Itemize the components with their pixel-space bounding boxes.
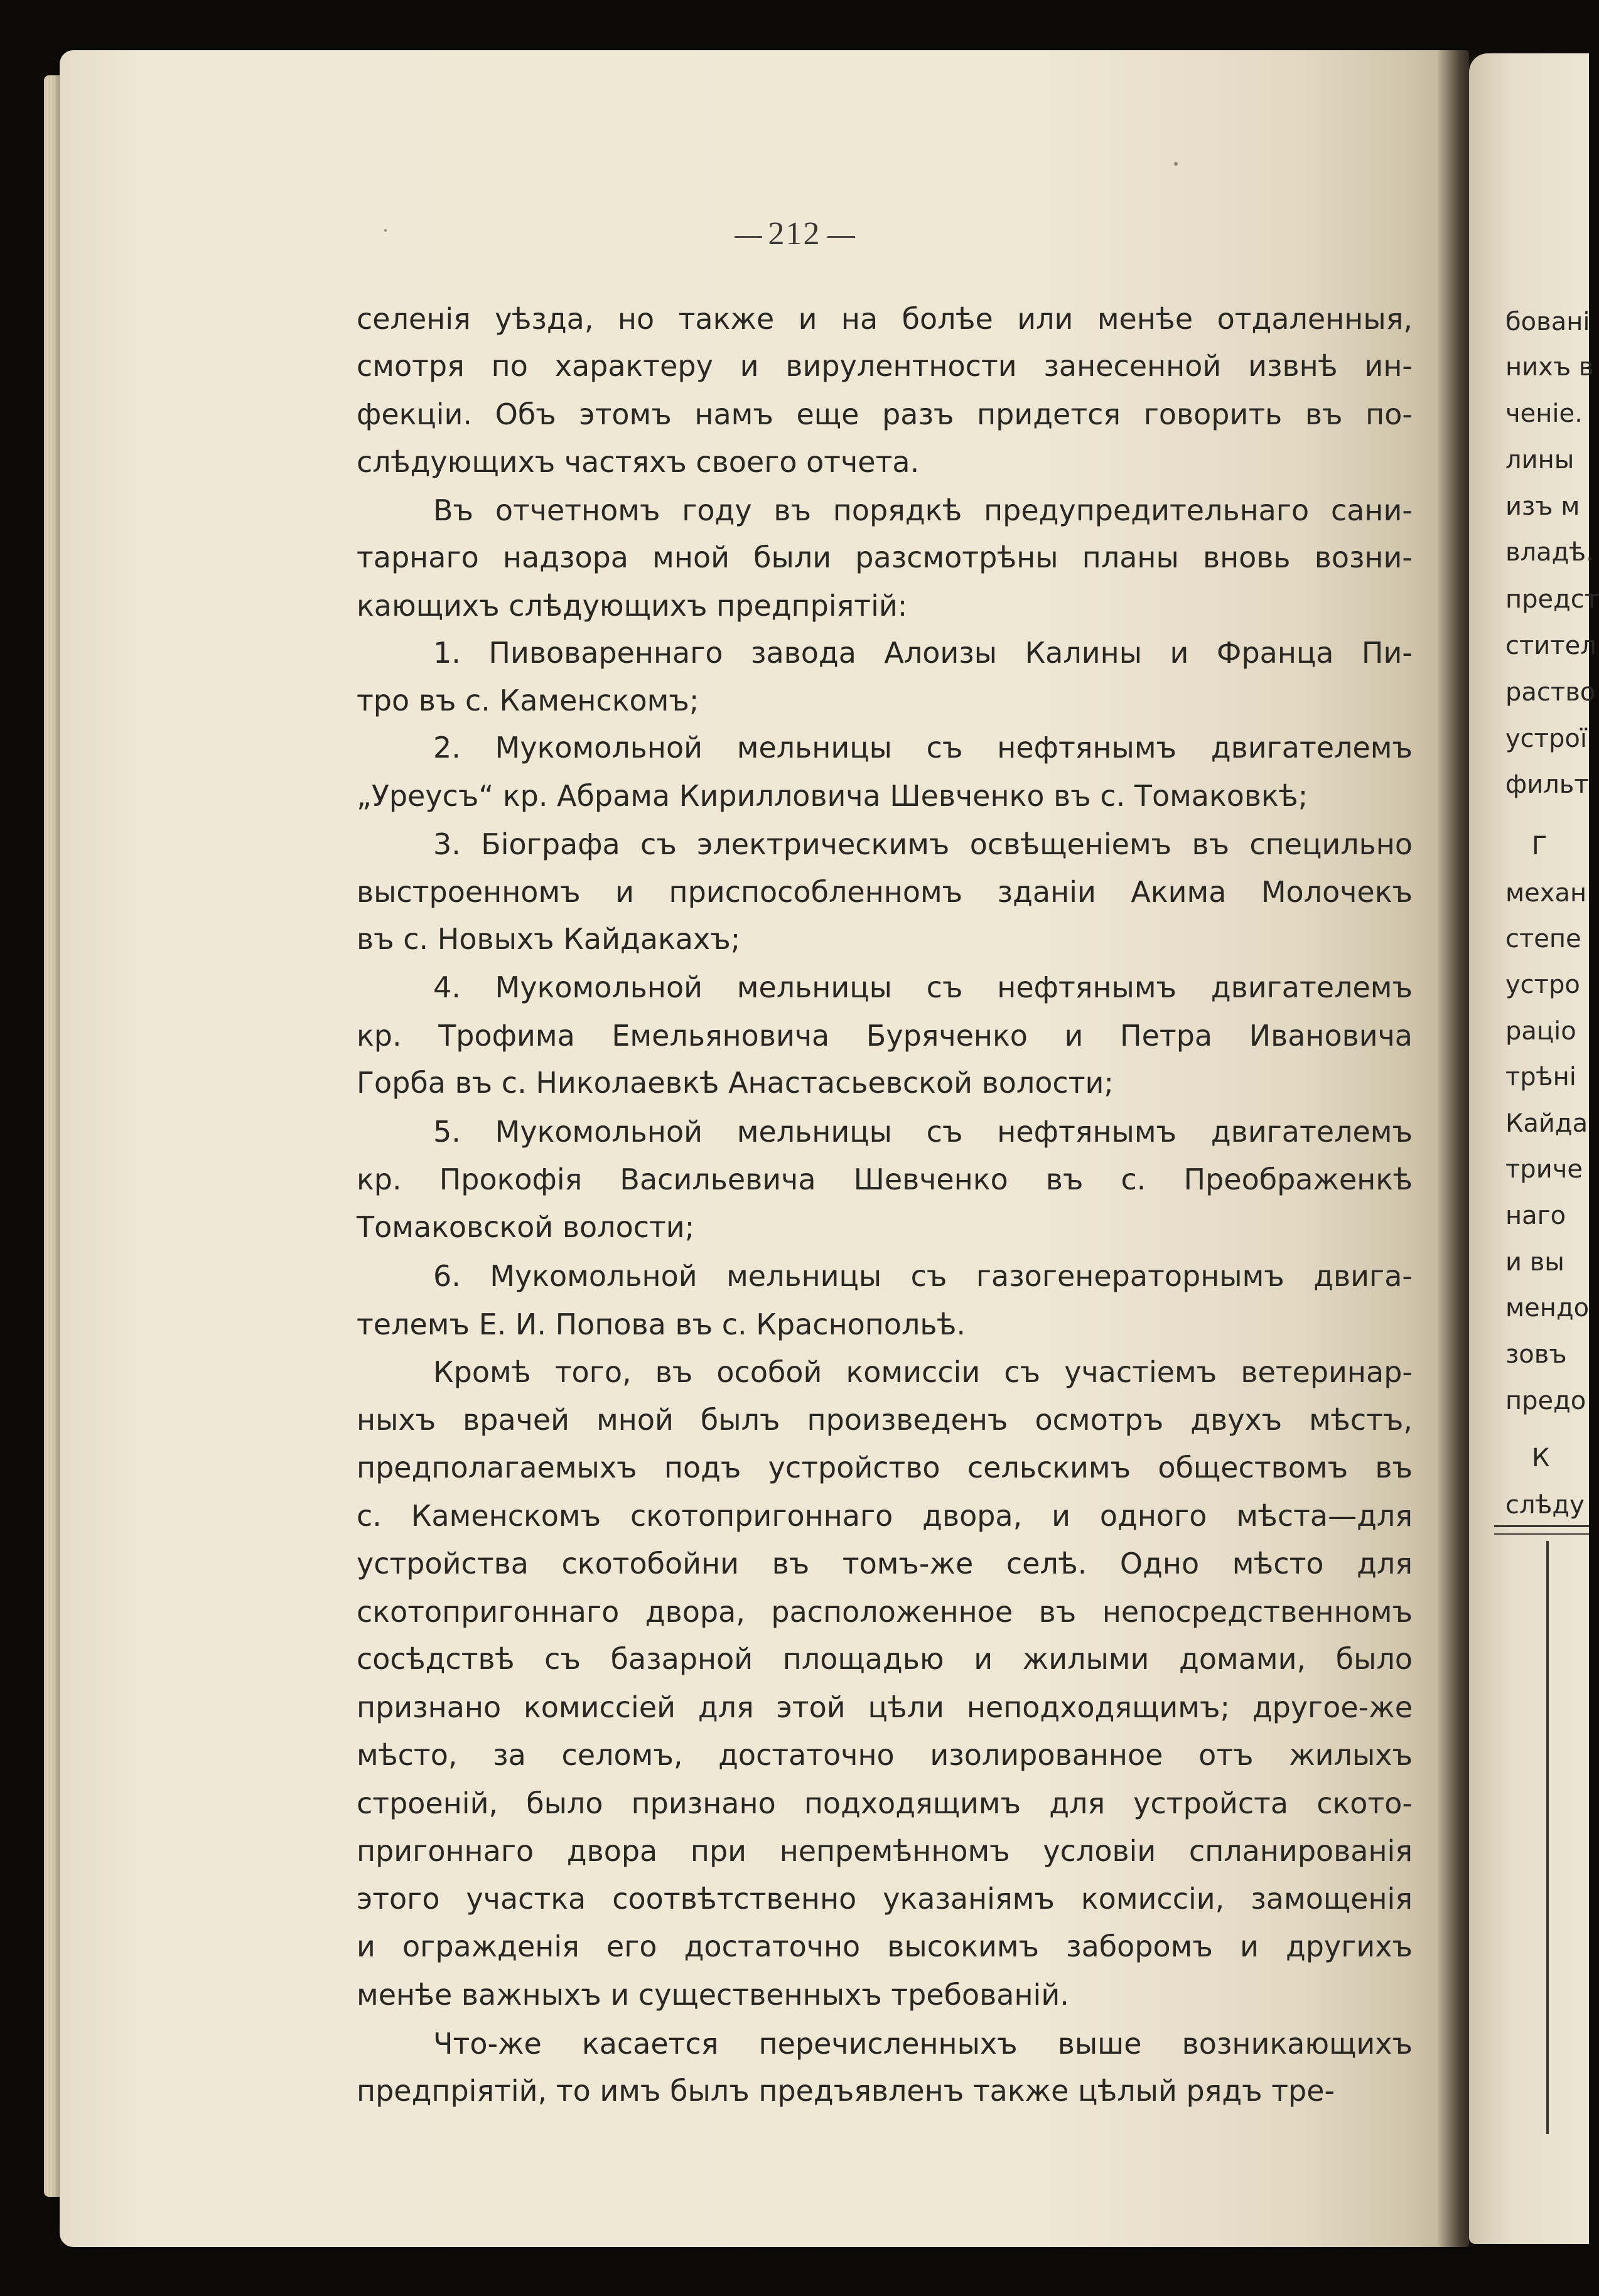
right-page-text-fragment: трѣні	[1505, 1063, 1576, 1092]
text-line: этого участка соотвѣтственно указаніямъ комиссіи, замощенія	[357, 1882, 1413, 1916]
right-page-text-fragment: лины	[1505, 446, 1575, 475]
text-line: сосѣдствѣ съ базарной площадью и жилыми домами, было	[357, 1642, 1413, 1676]
paper-speck	[1174, 162, 1178, 166]
right-page-text-fragment: К	[1532, 1444, 1550, 1473]
text-line: предполагаемыхъ подъ устройство сельскимъ обществомъ въ	[357, 1451, 1413, 1484]
table-top-rule-double	[1494, 1533, 1589, 1535]
text-line: Горба въ с. Николаевкѣ Анастасьевской волости;	[357, 1066, 1114, 1100]
right-page-text-fragment: предо	[1505, 1387, 1586, 1415]
right-page-text-fragment: владѣ.	[1505, 538, 1594, 567]
right-page-text-fragment: мендо	[1505, 1294, 1590, 1322]
right-page-text-fragment: степе	[1505, 925, 1581, 953]
text-line: смотря по характеру и вирулентности занесенной извнѣ ин-	[357, 349, 1413, 383]
text-line: кр. Трофима Емельяновича Буряченко и Петра Ивановича	[357, 1019, 1413, 1053]
text-line: 1. Пивовареннаго завода Алоизы Калины и Франца Пи-	[433, 636, 1413, 670]
table-top-rule	[1494, 1525, 1589, 1527]
right-page-text-fragment: Кайда	[1505, 1109, 1588, 1138]
right-page-text-fragment: изъ м	[1505, 492, 1580, 521]
text-line: телемъ Е. И. Попова въ с. Краснопольѣ.	[357, 1307, 966, 1341]
text-line: устройства скотобойни въ томъ-же селѣ. Одно мѣсто для	[357, 1547, 1413, 1580]
right-page-text-fragment: бовані	[1505, 308, 1590, 336]
text-line: и огражденія его достаточно высокимъ заборомъ и другихъ	[357, 1929, 1413, 1963]
text-line: ныхъ врачей мной былъ произведенъ осмотръ двухъ мѣстъ,	[357, 1403, 1413, 1437]
right-page-text-fragment: раціо	[1505, 1017, 1576, 1046]
text-line: кр. Прокофія Васильевича Шевченко въ с. Преображенкѣ	[357, 1162, 1413, 1196]
text-line: 2. Мукомольной мельницы съ нефтянымъ двигателемъ	[433, 731, 1413, 764]
right-page	[1469, 53, 1599, 2244]
text-line: Томаковской волости;	[357, 1210, 695, 1244]
text-line: слѣдующихъ частяхъ своего отчета.	[357, 445, 920, 479]
text-line: 6. Мукомольной мельницы съ газогенераторнымъ двига-	[433, 1259, 1413, 1293]
text-line: строеній, было признано подходящимъ для устройста ското-	[357, 1786, 1413, 1820]
text-line: въ с. Новыхъ Кайдакахъ;	[357, 922, 741, 956]
text-line: менѣе важныхъ и существенныхъ требованій.	[357, 1978, 1069, 2012]
right-page-text-fragment: триче	[1505, 1155, 1583, 1184]
text-line: Въ отчетномъ году въ порядкѣ предупредительнаго сани-	[433, 493, 1413, 527]
text-line: кающихъ слѣдующихъ предпріятій:	[357, 589, 908, 623]
text-line: выстроенномъ и приспособленномъ зданіи Акима Молочекъ	[357, 875, 1413, 909]
right-page-text-fragment: устро	[1505, 970, 1580, 999]
right-page-text-fragment: устрої	[1505, 724, 1587, 753]
right-page-text-fragment: наго	[1505, 1201, 1566, 1230]
right-page-text-fragment: стител	[1505, 631, 1596, 660]
text-line: 4. Мукомольной мельницы съ нефтянымъ двигателемъ	[433, 970, 1413, 1004]
right-page-text-fragment: слѣду	[1505, 1491, 1585, 1520]
right-page-text-fragment: зовъ	[1505, 1340, 1567, 1369]
text-line: признано комиссіей для этой цѣли неподходящимъ; другое-же	[357, 1690, 1413, 1724]
right-page-text-fragment: механ	[1505, 879, 1587, 908]
text-line: 5. Мукомольной мельницы съ нефтянымъ двигателемъ	[433, 1115, 1413, 1149]
text-line: тарнаго надзора мной были разсмотрѣны планы вновь возни-	[357, 540, 1413, 574]
table-vertical-rule	[1546, 1541, 1549, 2134]
text-line: 3. Біографа съ электрическимъ освѣщеніемъ въ специльно	[433, 827, 1413, 861]
right-page-text-fragment: предст	[1505, 585, 1599, 614]
right-page-text-fragment: ченіе.	[1505, 399, 1583, 428]
right-page-text-fragment: фильт	[1505, 770, 1589, 799]
text-line: предпріятій, то имъ былъ предъявленъ также цѣлый рядъ тре-	[357, 2074, 1335, 2108]
text-line: селенія уѣзда, но также и на болѣе или менѣе отдаленныя,	[357, 302, 1413, 336]
text-line: пригоннаго двора при непремѣнномъ условіи спланированія	[357, 1834, 1413, 1868]
right-page-text-fragment: Г	[1532, 832, 1548, 861]
text-line: с. Каменскомъ скотопригоннаго двора, и одного мѣста—для	[357, 1499, 1413, 1533]
right-page-text-fragment: и вы	[1505, 1248, 1564, 1277]
page-number: 212	[0, 215, 1589, 252]
text-line: Кромѣ того, въ особой комиссіи съ участіемъ ветеринар-	[433, 1355, 1413, 1389]
right-page-text-fragment: нихъ в	[1505, 353, 1594, 382]
text-line: скотопригоннаго двора, расположенное въ непосредственномъ	[357, 1595, 1413, 1629]
text-line: „Уреусъ“ кр. Абрама Кирилловича Шевченко въ с. Томаковкѣ;	[357, 779, 1308, 813]
text-line: фекціи. Объ этомъ намъ еще разъ придется говорить въ по-	[357, 397, 1413, 431]
text-line: тро въ с. Каменскомъ;	[357, 684, 699, 717]
text-line: Что-же касается перечисленныхъ выше возникающихъ	[433, 2027, 1413, 2061]
right-page-text-fragment: раство	[1505, 678, 1596, 707]
text-line: мѣсто, за селомъ, достаточно изолированное отъ жилыхъ	[357, 1738, 1413, 1772]
